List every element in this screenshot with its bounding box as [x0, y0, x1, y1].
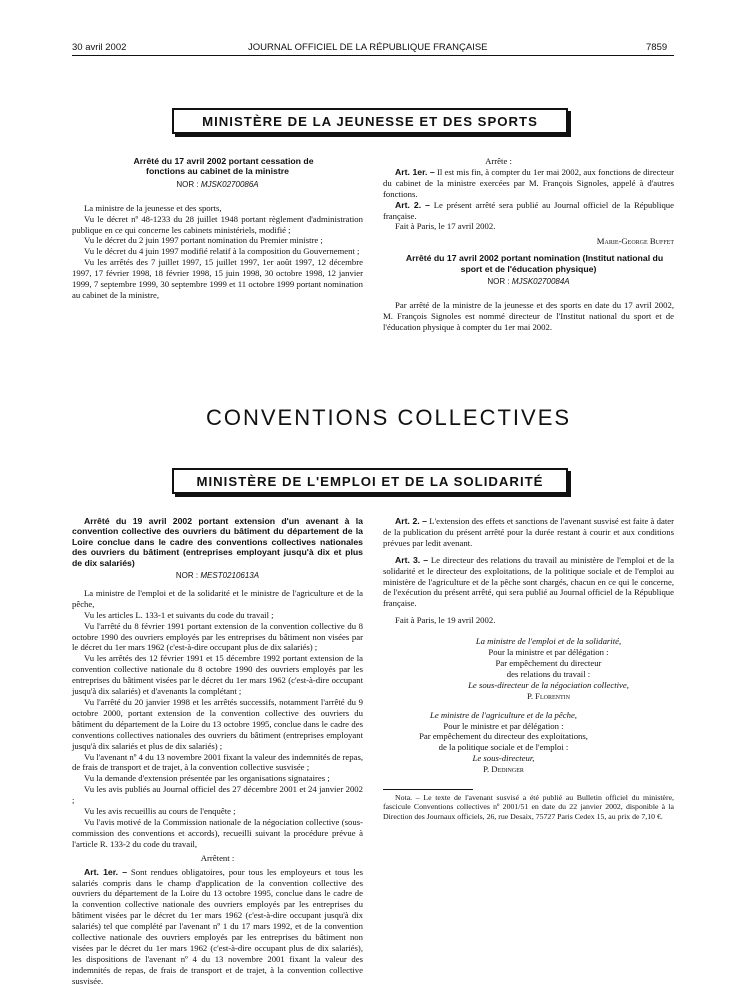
- journal-title: JOURNAL OFFICIEL DE LA RÉPUBLIQUE FRANÇAISE: [248, 42, 488, 53]
- arrete-keyword: Arrête :: [485, 156, 512, 166]
- ministry-box-emploi: MINISTÈRE DE L'EMPLOI ET DE LA SOLIDARITÉ: [172, 468, 568, 494]
- sig-line: Par empêchement du directeur des exploitations,: [419, 731, 588, 742]
- sig-line: Le ministre de l'agriculture et de la pêche,: [430, 709, 577, 720]
- arrete-title-cessation: Arrêté du 17 avril 2002 portant cessation de fonctions au cabinet de la ministre: [133, 156, 314, 177]
- article-label: Art. 3. –: [395, 554, 429, 565]
- fait-line: Fait à Paris, le 19 avril 2002.: [395, 615, 496, 626]
- signature: Marie-George Buffet: [596, 236, 674, 247]
- paragraph: Vu le décret du 4 juin 1997 modifié relatif à la composition du Gouvernement ;: [84, 246, 360, 257]
- nota-text: Nota. – Le texte de l'avenant susvisé a été publié au Bulletin officiel du ministère, fascicule Conventions collectives nº 2001/51 en date du 22 janvier 2002, disponible à la Direction des Journaux officiels, 26, rue Desaix, 75727 Paris Cedex 15, au prix de 7,10 €.: [383, 793, 674, 821]
- section-title: CONVENTIONS COLLECTIVES: [206, 405, 572, 430]
- nor-code: MJSK0270084A: [511, 277, 570, 287]
- paragraph: Vu l'avenant nº 4 du 13 novembre 2001 fixant la valeur des indemnités de repas, de frais de transport et de trajet, à la convention collective susvisée ;: [72, 751, 364, 773]
- article-text: Il est mis fin, à compter du 1er mai 2002, aux fonctions de directeur du cabinet de la ministre exercées par M. François Signoles, appelé à d'autres fonctions.: [383, 166, 675, 199]
- sig-line: La ministre de l'emploi et de la solidarité,: [475, 636, 622, 647]
- right-column-bottom: [383, 516, 674, 821]
- left-column-bottom: [72, 516, 363, 987]
- paragraph: Vu l'avis motivé de la Commission nationale de la négociation collective (sous-commission des conventions et accords), recueilli suivant la procédure prévue à l'article R. 133-2 du code du travail,: [72, 816, 363, 849]
- paragraph: Vu le décret nº 48-1233 du 28 juillet 1948 portant règlement d'administration publique en ce qui concerne les cabinets ministériels, modifié ;: [72, 213, 363, 235]
- arrete-title-nomination: Arrêté du 17 avril 2002 portant nomination (Institut national du sport et de l'éducation physique): [405, 253, 664, 274]
- sig-line: de la politique sociale et de l'emploi :: [438, 742, 569, 753]
- ministry-box-jeunesse: MINISTÈRE DE LA JEUNESSE ET DES SPORTS: [172, 108, 568, 134]
- paragraph: Vu les arrêtés des 7 juillet 1997, 15 juillet 1997, 1er août 1997, 12 décembre 1997, 17 février 1998, 18 février 1998, 15 juin 1998, 30 octobre 1998, 12 janvier 1999, 7 septembre 1999, 30 septembre 1999 et 11 octobre 1999 portant nomination au cabinet de la ministre,: [72, 257, 363, 300]
- nor-code: MEST0210613A: [200, 571, 260, 581]
- sig-line: Le sous-directeur,: [472, 753, 535, 764]
- note-block: [383, 789, 674, 821]
- nor-line: NOR : MEST0210613A: [175, 571, 260, 581]
- sig-line: des relations du travail :: [506, 668, 591, 679]
- right-column-top: [383, 156, 674, 333]
- nor-code: MJSK0270086A: [200, 179, 259, 189]
- paragraph: Vu l'arrêté du 20 janvier 1998 et les arrêtés successifs, notamment l'arrêté du 9 octobre 2000, portant extension de la convention collective des ouvriers du bâtiment du département de la Loire du 13 octobre 1995, conclue dans le cadre des conventions collectives nationales des ouvriers du bâtiment (entreprises employant jusqu'à dix salariés et plus de dix salariés) ;: [72, 697, 363, 751]
- arretent-keyword: Arrêtent :: [200, 852, 235, 863]
- sig-line: Le sous-directeur de la négociation collective,: [468, 679, 629, 690]
- paragraph: Vu le décret du 2 juin 1997 portant nomination du Premier ministre ;: [84, 235, 323, 246]
- article-label: Art. 2. –: [395, 199, 430, 210]
- header-rule: [72, 55, 674, 56]
- paragraph: Vu les avis publiés au Journal officiel des 27 décembre 2001 et 24 janvier 2002 ;: [72, 784, 363, 806]
- arrete-title-extension: Arrêté du 19 avril 2002 portant extension d'un avenant à la convention collective des ouvriers du bâtiment du département de la Loire conclue dans le cadre des conventions collectives nationales des ouvriers du bâtiment (entreprises employant jusqu'à dix et plus de dix salariés): [72, 516, 363, 568]
- article-label: Art. 2. –: [395, 516, 428, 526]
- sig-line: Pour le ministre et par délégation :: [443, 720, 564, 731]
- sig-line: Par empêchement du directeur: [495, 657, 602, 668]
- nor-line: NOR : MJSK0270084A: [487, 277, 570, 287]
- sig-name: P. Dedinger: [483, 764, 524, 775]
- paragraph: La ministre de la jeunesse et des sports,: [84, 202, 222, 213]
- page-number: 7859: [646, 42, 668, 53]
- paragraph: La ministre de l'emploi et de la solidarité et le ministre de l'agriculture et de la pêche,: [72, 587, 363, 609]
- paragraph: Par arrêté de la ministre de la jeunesse et des sports en date du 17 avril 2002, M. François Signoles est nommé directeur de l'Institut national du sport et de l'éducation physique à compter du 1er mai 2002.: [383, 299, 674, 332]
- paragraph: Vu l'arrêté du 8 février 1991 portant extension de la convention collective du 8 octobre 1990 des ouvriers employés par les entreprises du bâtiment non visées par le décret du 1er mars 1962 (c'est-à-dire occupant plus de dix salariés) ;: [72, 620, 363, 653]
- paragraph: Vu les articles L. 133-1 et suivants du code du travail ;: [84, 609, 274, 620]
- article-text: Le directeur des relations du travail au ministère de l'emploi et de la solidarité et le directeur des exploitations, de la politique sociale et de l'emploi au ministère de l'agriculture et de la pêche sont chargés, chacun en ce qui le concerne, de l'exécution du présent arrêté, qui sera publié au Journal officiel de la République française.: [383, 554, 674, 609]
- paragraph: Vu les avis recueillis au cours de l'enquête ;: [84, 806, 236, 817]
- article-text: Le présent arrêté sera publié au Journal officiel de la République française.: [383, 199, 674, 221]
- article-label: Art. 1er. –: [395, 166, 435, 177]
- paragraph: Vu la demande d'extension présentée par les organisations signataires ;: [84, 773, 330, 784]
- nor-line: NOR : MJSK0270086A: [176, 179, 259, 189]
- article-text: L'extension des effets et sanctions de l'avenant susvisé est faite à dater de la publication du présent arrêté pour la durée restant à courir et aux conditions prévues par ledit avenant.: [383, 516, 675, 548]
- signature-block-agriculture: [373, 710, 634, 775]
- paragraph: Vu les arrêtés des 12 février 1991 et 15 décembre 1992 portant extension de la convention collective nationale du 8 octobre 1990 des ouvriers employés par les entreprises du bâtiment visées par le décret du 1er mars 1962 (c'est-à-dire occupant jusqu'à dix salariés) et d'avenants la complétant ;: [72, 653, 363, 697]
- fait-line: Fait à Paris, le 17 avril 2002.: [395, 221, 496, 232]
- article-label: Art. 1er. –: [84, 866, 128, 877]
- header-date: 30 avril 2002: [72, 42, 127, 53]
- note-rule: [383, 789, 473, 790]
- sig-line: Pour la ministre et par délégation :: [488, 647, 609, 658]
- sig-name: P. Florentin: [526, 690, 571, 701]
- article-text: Sont rendues obligatoires, pour tous les employeurs et tous les salariés compris dans le champ d'application de la convention collective des ouvriers du département de la Loire du 13 octobre 1995, conclue dans le cadre de la convention collective nationale des ouvriers employés par les entreprises du bâtiment visées par le décret du 1er mars 1962 (c'est-à-dire occupant jusqu'à dix salariés) tel que complété par l'avenant nº 1 du 17 mars 1992, et de la convention collective nationale des ouvriers employés par les entreprises du bâtiment non visées par le décret du 1er mars 1962 (c'est-à-dire occupant plus de dix salariés), les dispositions de l'avenant nº 4 du 13 novembre 2001 fixant la valeur des indemnités de repas, de frais de transport et de trajet, à la convention collective susvisée.: [72, 866, 363, 986]
- signature-block-emploi: [423, 636, 674, 701]
- left-column-top: [72, 156, 363, 301]
